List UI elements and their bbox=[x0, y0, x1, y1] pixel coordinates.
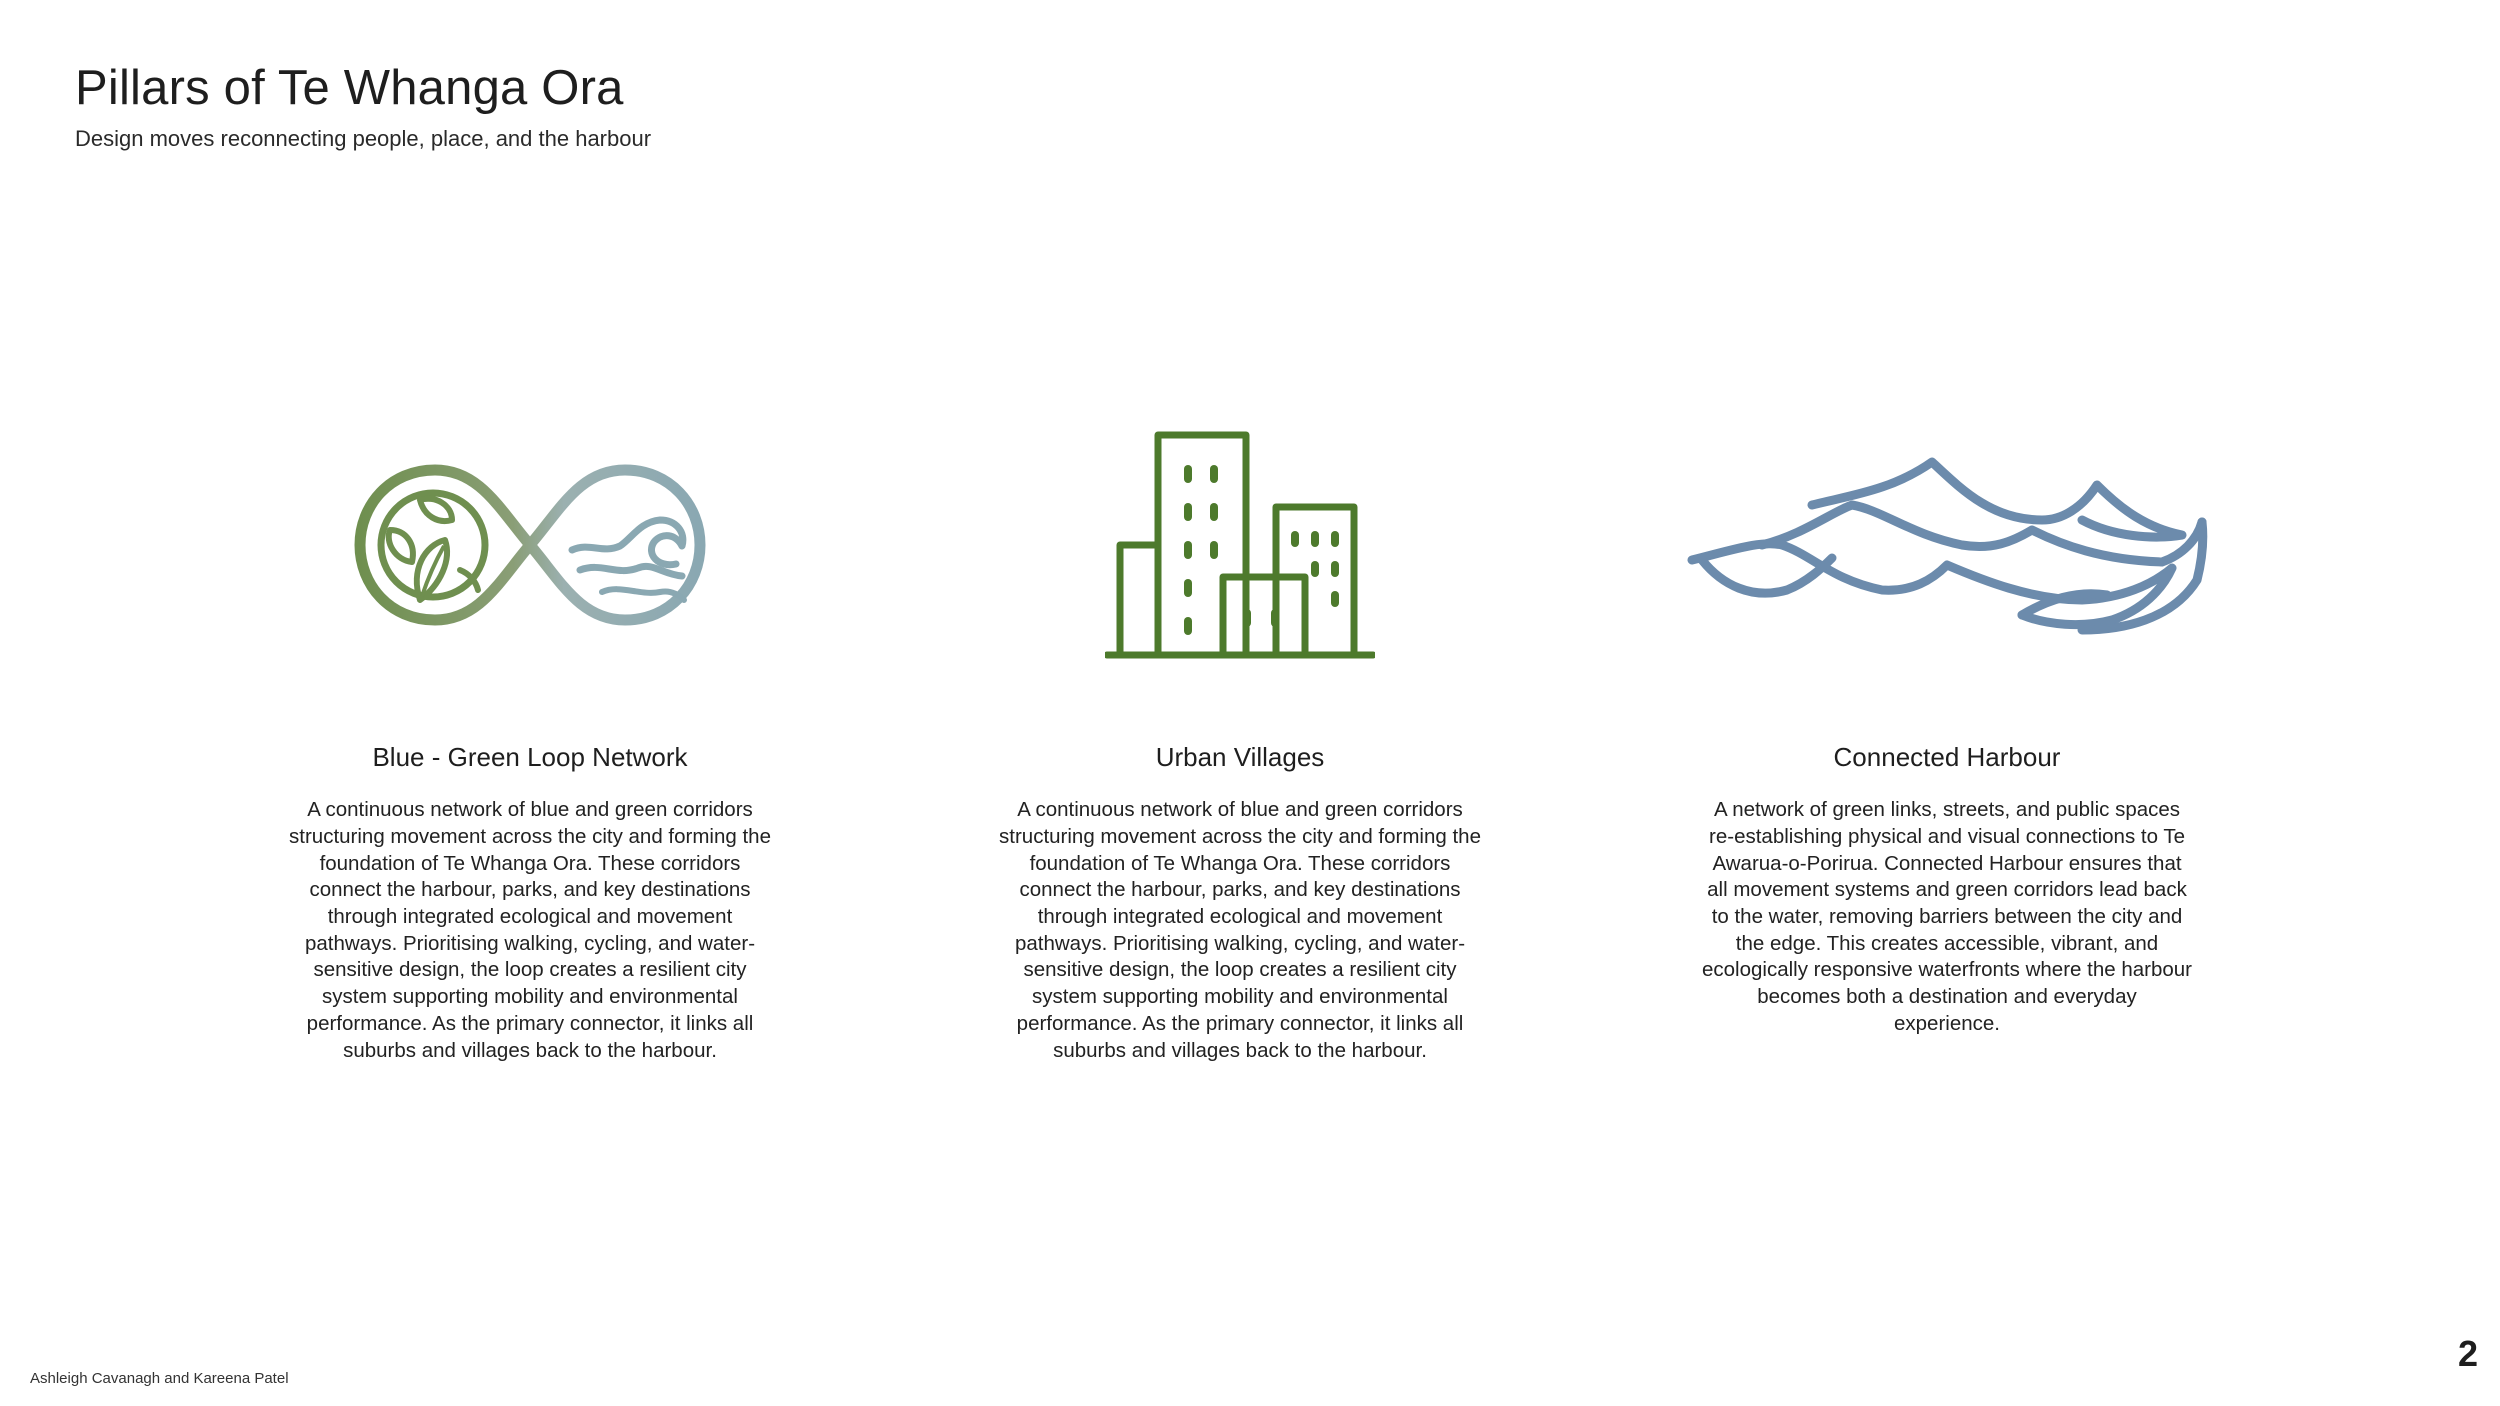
page-subtitle: Design moves reconnecting people, place, and the harbour bbox=[75, 125, 652, 151]
pillar-description: A continuous network of blue and green corridors structuring movement across the city and forming the foundation of Te Whanga Ora. These corridors connect the harbour, parks, and key destinations through integrated ecological and movement pathways. Prioritising walking, cycling, and water-sensitive design, the loop creates a resilient city system supporting mobility and environmental performance. As the primary connector, it links all suburbs and villages back to the harbour. bbox=[289, 798, 771, 1062]
pillar-description: A network of green links, streets, and public spaces re-establishing physical and visual connections to Te Awarua-o-Porirua. Connected Harbour ensures that all movement systems and green corridors lead back to the water, removing barriers between the city and the edge. This creates accessible, vibrant, and ecologically responsive waterfronts where the harbour becomes both a destination and everyday experience. bbox=[1702, 798, 2192, 1035]
waves-icon bbox=[1667, 420, 2227, 670]
pillar-urban-villages bbox=[960, 420, 1520, 1064]
pillar-title: Connected Harbour bbox=[1833, 742, 2061, 772]
pillar-connected-harbour bbox=[1667, 420, 2227, 1038]
footer-credit: Ashleigh Cavanagh and Kareena Patel bbox=[30, 1370, 289, 1387]
pillar-title: Blue - Green Loop Network bbox=[372, 742, 688, 772]
pillar-title: Urban Villages bbox=[1155, 742, 1325, 772]
page-title: Pillars of Te Whanga Ora bbox=[75, 61, 624, 115]
infinity-leaf-wave-icon bbox=[250, 420, 810, 670]
page-number: 2 bbox=[2457, 1333, 2478, 1374]
pillar-blue-green-loop bbox=[250, 420, 810, 1064]
city-buildings-icon bbox=[960, 420, 1520, 670]
pillar-description: A continuous network of blue and green corridors structuring movement across the city and forming the foundation of Te Whanga Ora. These corridors connect the harbour, parks, and key destinations through integrated ecological and movement pathways. Prioritising walking, cycling, and water-sensitive design, the loop creates a resilient city system supporting mobility and environmental performance. As the primary connector, it links all suburbs and villages back to the harbour. bbox=[999, 798, 1481, 1062]
